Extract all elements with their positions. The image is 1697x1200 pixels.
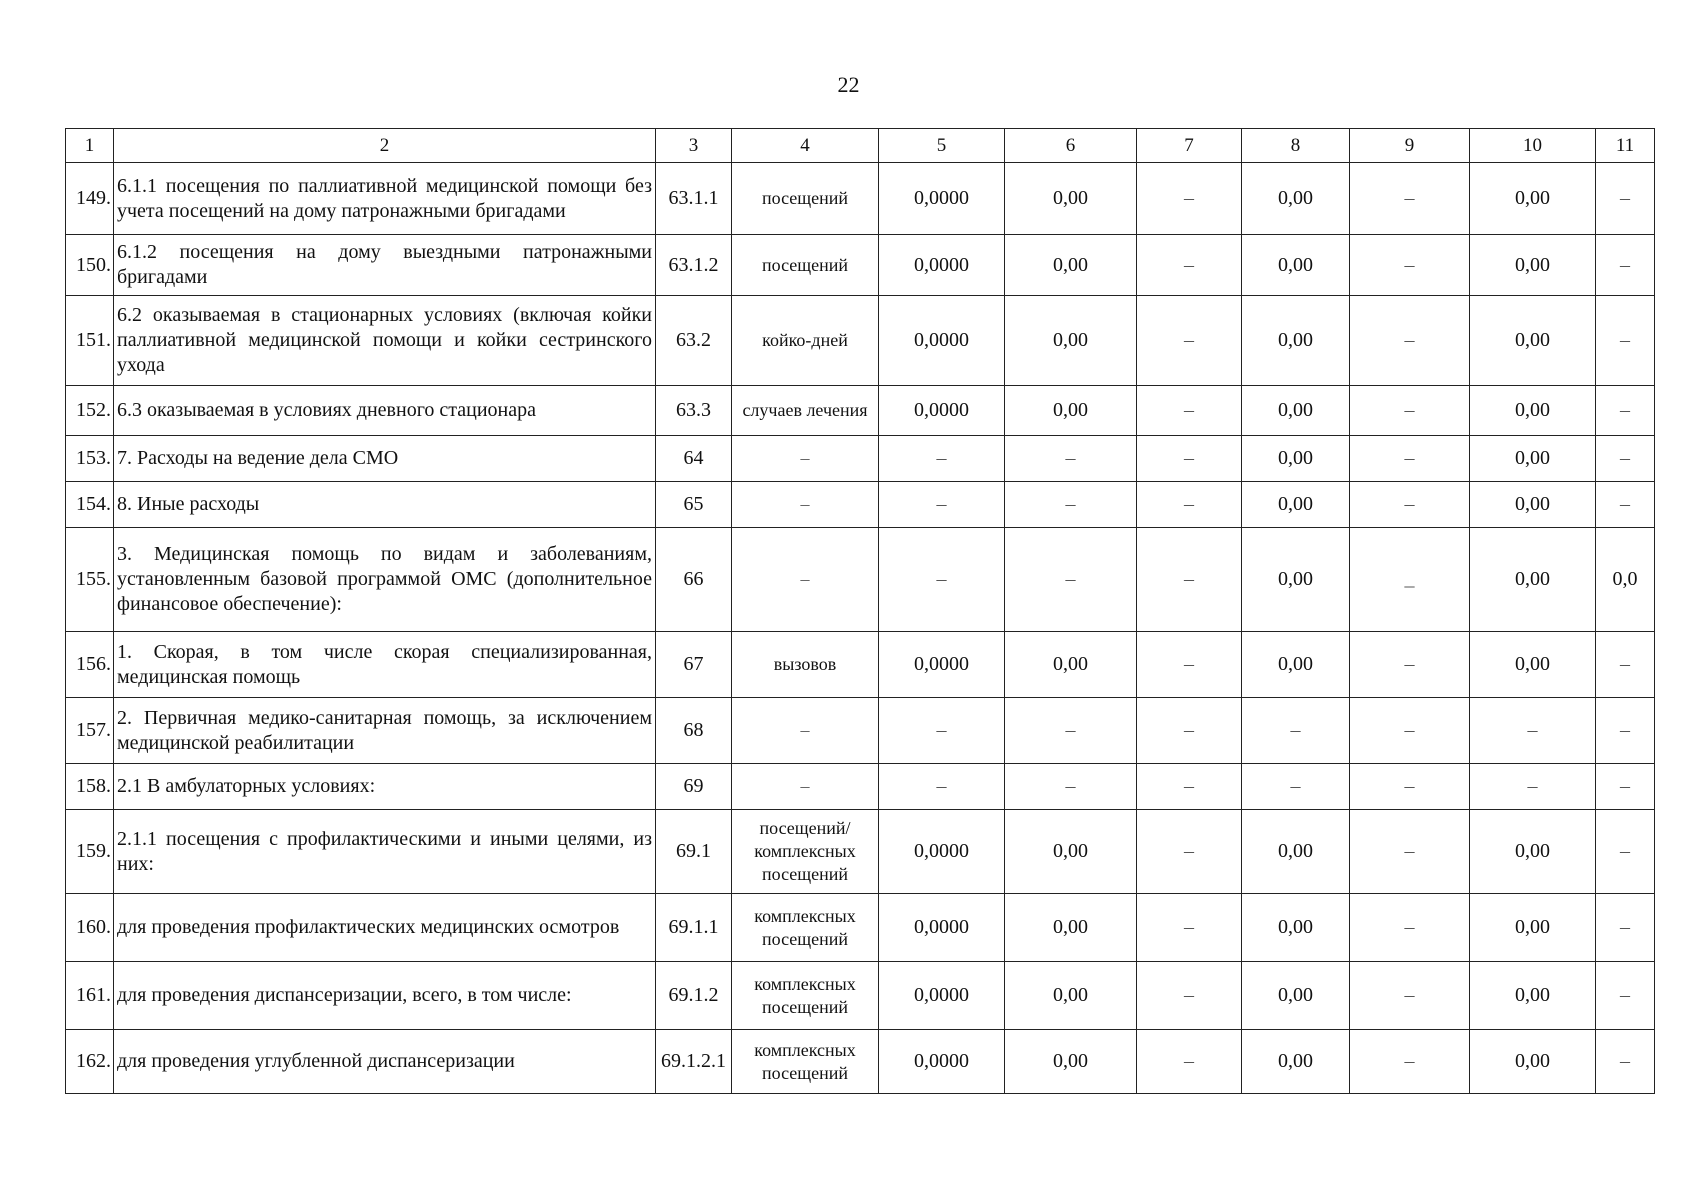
row-name: 3. Медицинская помощь по видам и заболеваниям, установленным базовой программой ОМС (дополнительное финансовое обеспечение): bbox=[114, 528, 656, 632]
cell-col9: – bbox=[1350, 163, 1470, 235]
table-row bbox=[66, 698, 1655, 764]
row-unit: – bbox=[732, 436, 879, 482]
header-cell: 11 bbox=[1596, 129, 1655, 163]
cell-col6: – bbox=[1005, 436, 1137, 482]
row-code: 69.1 bbox=[656, 810, 732, 894]
row-unit: комплексных посещений bbox=[732, 962, 879, 1030]
cell-col7: – bbox=[1137, 632, 1242, 698]
header-cell: 5 bbox=[879, 129, 1005, 163]
table-row bbox=[66, 386, 1655, 436]
cell-col5: 0,0000 bbox=[879, 962, 1005, 1030]
cell-col10: 0,00 bbox=[1470, 632, 1596, 698]
cell-col10: 0,00 bbox=[1470, 436, 1596, 482]
row-code: 66 bbox=[656, 528, 732, 632]
cell-col8: – bbox=[1242, 698, 1350, 764]
row-number: 156. bbox=[66, 632, 114, 698]
cell-col10: 0,00 bbox=[1470, 163, 1596, 235]
cell-col5: 0,0000 bbox=[879, 810, 1005, 894]
cell-col9: – bbox=[1350, 962, 1470, 1030]
cell-col10: 0,00 bbox=[1470, 894, 1596, 962]
header-row bbox=[66, 129, 1655, 163]
table-row bbox=[66, 436, 1655, 482]
row-name: 6.2 оказываемая в стационарных условиях (включая койки паллиативной медицинской помощи и койки сестринского ухода bbox=[114, 296, 656, 386]
table-row bbox=[66, 764, 1655, 810]
cell-col8: 0,00 bbox=[1242, 528, 1350, 632]
cell-col8: – bbox=[1242, 764, 1350, 810]
row-code: 63.2 bbox=[656, 296, 732, 386]
header-cell: 9 bbox=[1350, 129, 1470, 163]
row-code: 69 bbox=[656, 764, 732, 810]
row-number: 155. bbox=[66, 528, 114, 632]
cell-col7: – bbox=[1137, 698, 1242, 764]
row-code: 64 bbox=[656, 436, 732, 482]
cell-col11: – bbox=[1596, 1030, 1655, 1094]
row-name: 6.1.1 посещения по паллиативной медицинской помощи без учета посещений на дому патронажными бригадами bbox=[114, 163, 656, 235]
table-body bbox=[66, 129, 1655, 1094]
row-unit: случаев лечения bbox=[732, 386, 879, 436]
cell-col10: 0,00 bbox=[1470, 528, 1596, 632]
row-code: 65 bbox=[656, 482, 732, 528]
cell-col5: – bbox=[879, 436, 1005, 482]
cell-col7: – bbox=[1137, 764, 1242, 810]
cell-col7: – bbox=[1137, 810, 1242, 894]
row-unit: комплексных посещений bbox=[732, 1030, 879, 1094]
cell-col11: 0,0 bbox=[1596, 528, 1655, 632]
cell-col5: 0,0000 bbox=[879, 163, 1005, 235]
header-cell: 10 bbox=[1470, 129, 1596, 163]
row-name: 2.1 В амбулаторных условиях: bbox=[114, 764, 656, 810]
cell-col9: – bbox=[1350, 764, 1470, 810]
row-unit: комплексных посещений bbox=[732, 894, 879, 962]
row-unit: – bbox=[732, 698, 879, 764]
cell-col9: _ bbox=[1350, 528, 1470, 632]
cell-col9: – bbox=[1350, 810, 1470, 894]
cell-col5: 0,0000 bbox=[879, 632, 1005, 698]
cell-col6: 0,00 bbox=[1005, 810, 1137, 894]
cell-col11: – bbox=[1596, 698, 1655, 764]
row-unit: посещений bbox=[732, 163, 879, 235]
cell-col7: – bbox=[1137, 482, 1242, 528]
cell-col6: – bbox=[1005, 698, 1137, 764]
cell-col5: 0,0000 bbox=[879, 235, 1005, 296]
row-unit: – bbox=[732, 482, 879, 528]
cell-col11: – bbox=[1596, 894, 1655, 962]
cell-col11: – bbox=[1596, 436, 1655, 482]
cell-col11: – bbox=[1596, 235, 1655, 296]
table-row bbox=[66, 163, 1655, 235]
row-name: 2. Первичная медико-санитарная помощь, за исключением медицинской реабилитации bbox=[114, 698, 656, 764]
cell-col7: – bbox=[1137, 163, 1242, 235]
row-unit: койко-дней bbox=[732, 296, 879, 386]
cell-col9: – bbox=[1350, 1030, 1470, 1094]
table-row bbox=[66, 632, 1655, 698]
row-name: 1. Скорая, в том числе скорая специализированная, медицинская помощь bbox=[114, 632, 656, 698]
cell-col6: 0,00 bbox=[1005, 235, 1137, 296]
cell-col5: 0,0000 bbox=[879, 1030, 1005, 1094]
cell-col11: – bbox=[1596, 962, 1655, 1030]
cell-col10: – bbox=[1470, 764, 1596, 810]
row-number: 150. bbox=[66, 235, 114, 296]
table-row bbox=[66, 962, 1655, 1030]
cell-col10: 0,00 bbox=[1470, 1030, 1596, 1094]
cell-col6: – bbox=[1005, 764, 1137, 810]
cell-col7: – bbox=[1137, 235, 1242, 296]
cell-col5: – bbox=[879, 528, 1005, 632]
cell-col7: – bbox=[1137, 296, 1242, 386]
cell-col7: – bbox=[1137, 528, 1242, 632]
row-number: 158. bbox=[66, 764, 114, 810]
row-name: 6.3 оказываемая в условиях дневного стационара bbox=[114, 386, 656, 436]
cell-col9: – bbox=[1350, 698, 1470, 764]
header-cell: 8 bbox=[1242, 129, 1350, 163]
cell-col6: 0,00 bbox=[1005, 296, 1137, 386]
cell-col8: 0,00 bbox=[1242, 163, 1350, 235]
cell-col11: – bbox=[1596, 810, 1655, 894]
cell-col5: 0,0000 bbox=[879, 894, 1005, 962]
row-code: 69.1.1 bbox=[656, 894, 732, 962]
row-code: 69.1.2 bbox=[656, 962, 732, 1030]
cell-col8: 0,00 bbox=[1242, 235, 1350, 296]
row-number: 162. bbox=[66, 1030, 114, 1094]
row-code: 63.3 bbox=[656, 386, 732, 436]
row-unit: посещений bbox=[732, 235, 879, 296]
header-cell: 7 bbox=[1137, 129, 1242, 163]
cell-col7: – bbox=[1137, 894, 1242, 962]
cell-col9: – bbox=[1350, 632, 1470, 698]
cell-col7: – bbox=[1137, 1030, 1242, 1094]
header-cell: 6 bbox=[1005, 129, 1137, 163]
table-row bbox=[66, 296, 1655, 386]
cell-col9: – bbox=[1350, 296, 1470, 386]
cell-col6: 0,00 bbox=[1005, 386, 1137, 436]
row-number: 151. bbox=[66, 296, 114, 386]
row-name: для проведения углубленной диспансеризации bbox=[114, 1030, 656, 1094]
row-code: 63.1.2 bbox=[656, 235, 732, 296]
cell-col6: – bbox=[1005, 482, 1137, 528]
row-unit: вызовов bbox=[732, 632, 879, 698]
row-name: 6.1.2 посещения на дому выездными патронажными бригадами bbox=[114, 235, 656, 296]
row-code: 69.1.2.1 bbox=[656, 1030, 732, 1094]
cell-col8: 0,00 bbox=[1242, 482, 1350, 528]
cell-col8: 0,00 bbox=[1242, 386, 1350, 436]
cell-col8: 0,00 bbox=[1242, 436, 1350, 482]
cell-col11: – bbox=[1596, 632, 1655, 698]
row-name: 8. Иные расходы bbox=[114, 482, 656, 528]
row-number: 157. bbox=[66, 698, 114, 764]
cell-col11: – bbox=[1596, 296, 1655, 386]
row-number: 152. bbox=[66, 386, 114, 436]
row-number: 154. bbox=[66, 482, 114, 528]
cell-col9: – bbox=[1350, 386, 1470, 436]
row-name: 2.1.1 посещения с профилактическими и иными целями, из них: bbox=[114, 810, 656, 894]
row-number: 149. bbox=[66, 163, 114, 235]
cell-col10: 0,00 bbox=[1470, 296, 1596, 386]
table-row bbox=[66, 528, 1655, 632]
row-number: 153. bbox=[66, 436, 114, 482]
cell-col5: 0,0000 bbox=[879, 386, 1005, 436]
cell-col6: – bbox=[1005, 528, 1137, 632]
cell-col6: 0,00 bbox=[1005, 894, 1137, 962]
row-code: 68 bbox=[656, 698, 732, 764]
table-row bbox=[66, 894, 1655, 962]
cell-col11: – bbox=[1596, 482, 1655, 528]
cell-col8: 0,00 bbox=[1242, 632, 1350, 698]
cell-col5: – bbox=[879, 482, 1005, 528]
cell-col9: – bbox=[1350, 436, 1470, 482]
cell-col8: 0,00 bbox=[1242, 296, 1350, 386]
row-unit: посещений/комплексных посещений bbox=[732, 810, 879, 894]
cell-col5: – bbox=[879, 764, 1005, 810]
cell-col10: 0,00 bbox=[1470, 235, 1596, 296]
table-row bbox=[66, 1030, 1655, 1094]
header-cell: 4 bbox=[732, 129, 879, 163]
cell-col11: – bbox=[1596, 764, 1655, 810]
cell-col11: – bbox=[1596, 163, 1655, 235]
header-cell: 2 bbox=[114, 129, 656, 163]
row-name: 7. Расходы на ведение дела СМО bbox=[114, 436, 656, 482]
cell-col8: 0,00 bbox=[1242, 1030, 1350, 1094]
cell-col7: – bbox=[1137, 962, 1242, 1030]
cell-col6: 0,00 bbox=[1005, 962, 1137, 1030]
row-code: 63.1.1 bbox=[656, 163, 732, 235]
row-unit: – bbox=[732, 528, 879, 632]
cell-col8: 0,00 bbox=[1242, 810, 1350, 894]
cell-col9: – bbox=[1350, 235, 1470, 296]
cell-col6: 0,00 bbox=[1005, 163, 1137, 235]
cell-col8: 0,00 bbox=[1242, 894, 1350, 962]
cell-col6: 0,00 bbox=[1005, 1030, 1137, 1094]
cell-col5: 0,0000 bbox=[879, 296, 1005, 386]
page-number: 22 bbox=[837, 72, 860, 97]
cell-col10: – bbox=[1470, 698, 1596, 764]
cell-col10: 0,00 bbox=[1470, 810, 1596, 894]
row-number: 161. bbox=[66, 962, 114, 1030]
cell-col10: 0,00 bbox=[1470, 962, 1596, 1030]
data-table bbox=[65, 128, 1655, 1094]
row-number: 160. bbox=[66, 894, 114, 962]
cell-col10: 0,00 bbox=[1470, 386, 1596, 436]
row-unit: – bbox=[732, 764, 879, 810]
table-row bbox=[66, 810, 1655, 894]
cell-col8: 0,00 bbox=[1242, 962, 1350, 1030]
header-cell: 3 bbox=[656, 129, 732, 163]
cell-col11: – bbox=[1596, 386, 1655, 436]
row-number: 159. bbox=[66, 810, 114, 894]
table-row bbox=[66, 482, 1655, 528]
cell-col10: 0,00 bbox=[1470, 482, 1596, 528]
table-row bbox=[66, 235, 1655, 296]
row-code: 67 bbox=[656, 632, 732, 698]
row-name: для проведения профилактических медицинских осмотров bbox=[114, 894, 656, 962]
row-name: для проведения диспансеризации, всего, в том числе: bbox=[114, 962, 656, 1030]
header-cell: 1 bbox=[66, 129, 114, 163]
cell-col7: – bbox=[1137, 436, 1242, 482]
cell-col7: – bbox=[1137, 386, 1242, 436]
cell-col9: – bbox=[1350, 894, 1470, 962]
cell-col9: – bbox=[1350, 482, 1470, 528]
cell-col5: – bbox=[879, 698, 1005, 764]
cell-col6: 0,00 bbox=[1005, 632, 1137, 698]
